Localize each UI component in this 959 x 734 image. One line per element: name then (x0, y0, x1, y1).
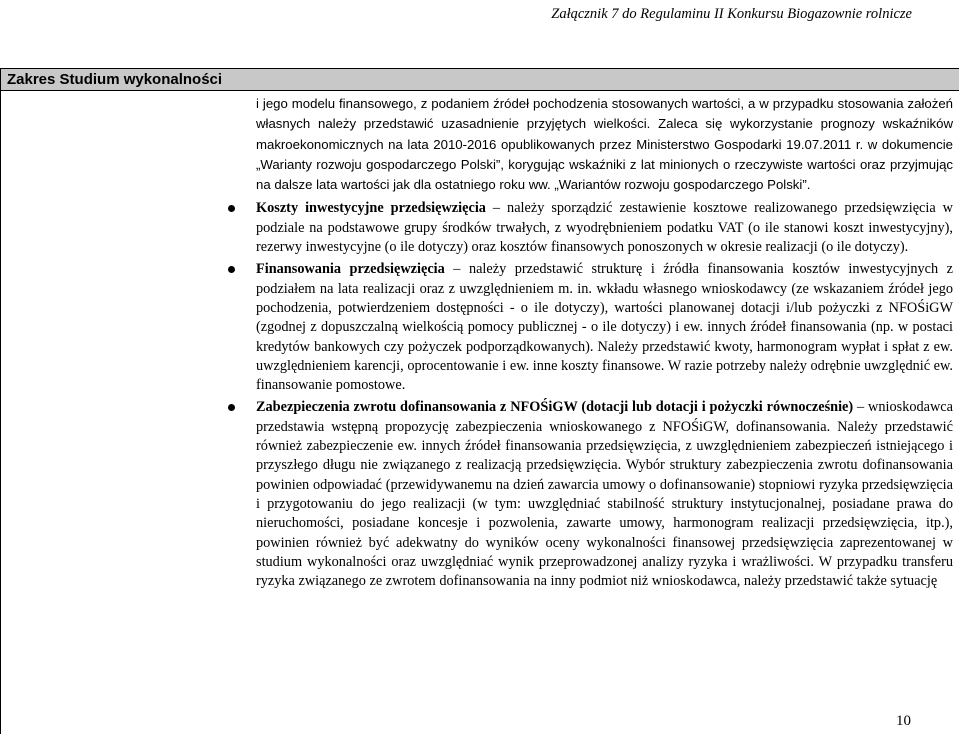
bullet-text: – należy sporządzić zestawienie kosztowe realizowanego przedsięwzięcia w podziale na podstawowe grupy środków trwałych, z wyodrębnieniem podatku VAT (o ile stanowi koszt inwestycyjny), rezerwy inwestycyjne (o ile dotyczy) oraz kosztów finansowych ponoszonych w okresie realizacji (o ile dotyczy). (256, 200, 954, 256)
continuation-paragraph (256, 94, 953, 195)
bullet-dot-icon (228, 404, 235, 411)
bullet-lead: Zabezpieczenia zwrotu dofinansowania z NFOŚiGW (dotacji lub dotacji i pożyczki równocześnie) (256, 399, 854, 416)
page-number: 10 (896, 713, 911, 729)
section-title: Zakres Studium wykonalności (1, 69, 959, 91)
bullet-item-investment-costs (226, 199, 953, 257)
scope-table (0, 68, 959, 734)
bullet-lead: Koszty inwestycyjne przedsięwzięcia (256, 200, 486, 217)
bullet-dot-icon (228, 266, 235, 273)
bullet-item-financing (226, 260, 953, 395)
bullet-dot-icon (228, 205, 235, 212)
bullet-item-security (226, 398, 953, 591)
bullet-text: – wnioskodawca przedstawia wstępną propozycję zabezpieczenia wnioskowanego z NFOŚiGW, dofinansowania. Należy przedstawić również zabezpieczenie ew. innych źródeł finansowania przedsięwzięcia, z uwzględnieniem zabezpieczeń istniejącego i przyszłego długu nie związanego z realizacją przedsięwzięcia. Wybór struktury zabezpieczenia zwrotu dofinansowania powinien odpowiadać (przewidywanemu na dzień zawarcia umowy o dofinansowanie) stopniowi ryzyka przedsięwzięcia i przygotowaniu do jego realizacji (w tym: uwzględniać stabilność struktury instytucjonalnej, posiadane prawa do nieruchomości, posiadane koncesje i pozwolenia, zawarte umowy, harmonogram realizacji przedsięwzięcia, itp.), powinien również być adekwatny do wyników oceny wykonalności finansowej przedsięwzięcia zaprezentowanej w studium wykonalności oraz uwzględniać wynik przeprowadzonej analizy ryzyka i wrażliwości. W przypadku transferu ryzyka związanego ze zwrotem dofinansowania na inny podmiot niż wnioskodawca, należy przedstawić także sytuację (256, 399, 953, 590)
bullet-text: – należy przedstawić strukturę i źródła finansowania kosztów inwestycyjnych z podziałem na lata realizacji oraz z uwzględnieniem m. in. wkładu własnego wnioskodawcy (ze wskazaniem źródeł jego pochodzenia, potwierdzeniem dostępności - o ile dotyczy), wartości planowanej dotacji i/lub pożyczki z NFOŚiGW (zgodnej z dopuszczalną wielkością pomocy publicznej - o ile dotyczy) i ew. innych źródeł finansowania (np. w postaci kredytów bankowych czy pożyczek podporządkowanych). Należy przedstawić kwoty, harmonogram wypłat i spłat z ew. uwzględnieniem karencji, oprocentowanie i ew. inne koszty finansowe. W razie potrzeby należy odrębnie uwzględnić ew. finansowanie pomostowe. (256, 261, 953, 394)
document-header-title: Załącznik 7 do Regulaminu II Konkursu Biogazownie rolnicze (551, 6, 912, 22)
bullet-list (226, 199, 953, 591)
continuation-text-part1: i jego modelu finansowego, z podaniem źródeł pochodzenia stosowanych wartości, a w przypadku stosowania założeń własnych należy przedstawić uzasadnienie przyjętych wielkości. Zaleca się wykorzystanie prognozy wskaźników makroekonomicznych na lata 2010-2016 opublikowanych przez Ministerstwo Gospodarki 19.07.2011 r. (256, 96, 953, 152)
bullet-lead: Finansowania przedsięwzięcia (256, 261, 445, 278)
table-content-cell (256, 94, 953, 594)
continuation-text-part2: w dokumencie „Warianty rozwoju gospodarczego Polski”, korygując wskaźniki z lat minionych o rzeczywiste wartości oraz przyjmując na dalsze lata wartości jak dla ostatniego roku ww. „Wariantów rozwoju gospodarczego Polski”. (256, 136, 953, 193)
